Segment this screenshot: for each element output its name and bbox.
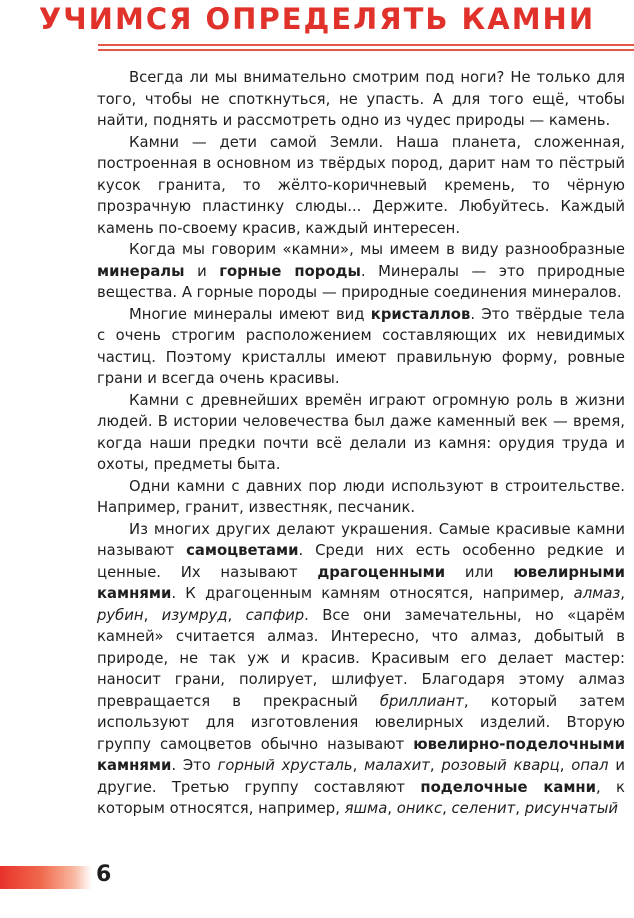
italic-term: яшма [344,800,388,817]
text-run: , который затем используют для изготовления ювелирных изделий. Вторую группу самоцветов обычно называют [97,692,625,753]
italic-term: бриллиант [379,692,464,710]
bold-term: самоцветами [186,542,299,559]
paragraph [97,304,625,390]
paragraph [97,476,625,519]
text-run: Когда мы говорим «камни», мы имеем в виду разнообразные [129,241,625,258]
italic-term: розовый кварц [441,757,560,774]
page-number: 6 [96,862,112,887]
paragraph [97,132,625,240]
text-run: и [184,262,220,280]
text-run: , [352,757,365,774]
text-run: , [429,757,442,774]
italic-term: горный хрусталь [217,757,353,774]
italic-term: малахит [364,757,430,774]
body-text [97,67,625,820]
text-run: . Среди них есть особенно редкие и ценные. Их называют [97,542,625,581]
text-run: , [143,606,162,624]
page-title: УЧИМСЯ ОПРЕДЕЛЯТЬ КАМНИ [38,2,596,36]
paragraph [97,239,625,304]
title-underline-bottom [98,49,634,51]
bold-term: кристаллов [370,305,471,323]
bold-term: ювелирно-поделочными камнями [97,735,625,774]
italic-term: оникс [396,800,443,817]
bold-term: поделочные камни [420,778,597,796]
page-number-bar [0,866,92,889]
italic-term: алмаз [573,585,621,602]
title-underline-top [98,44,634,46]
text-run: , [442,800,452,817]
bold-term: ювелирными камнями [97,563,625,602]
text-run: Многие минералы имеют вид [129,305,371,323]
text-run: , [227,606,246,624]
text-run: . К драгоценным камням относятся, например, [171,585,574,602]
paragraph [97,67,625,132]
bold-term: горные породы [219,262,361,280]
text-run: или [445,563,514,581]
paragraph [97,390,625,476]
text-run: Камни — дети самой Земли. Наша планета, сложенная, построенная в основном из твёрдых пород, дарит нам то пёстрый кусок гранита, то жёлто-коричневый кремень, то чёрную прозрачную пластинку слюды... Держите. Любуйтесь. Каждый камень по-своему красив, каждый интересен. [97,133,625,237]
text-run: Одни камни с давних пор люди используют в строительстве. Например, гранит, известняк, песчаник. [97,477,625,516]
text-run: , [620,585,625,602]
italic-term: селенит [451,800,516,817]
bold-term: минералы [97,262,185,280]
text-run: , к которым относятся, например, [97,778,625,817]
text-run: . Все они замечательны, но «царём камней» считается алмаз. Интересно, что алмаз, добытый в природе, не так уж и красив. Красивым его делает мастер: наносит грани, полирует, шлифует. Благодаря этому алмаз превращается в прекрасный [97,606,625,710]
text-run: . Минералы — это природные вещества. А горные породы — природные соединения минералов. [97,262,625,301]
italic-term: рисунчатый [524,800,618,817]
italic-term: рубин [97,606,144,624]
text-run: Всегда ли мы внимательно смотрим под ноги? Не только для того, чтобы не споткнуться, не упасть. А для того ещё, чтобы найти, поднять и рассмотреть одно из чудес природы — камень. [97,69,625,129]
paragraph [97,519,625,820]
text-run: Из многих других делают украшения. Самые красивые камни называют [97,520,625,559]
text-run: , [559,757,572,774]
text-run: . Это твёрдые тела с очень строгим расположением составляющих их невидимых частиц. Поэтому кристаллы имеют правильную форму, ровные грани и всегда очень красивы. [97,305,625,387]
bold-term: драгоценными [317,563,446,581]
text-run: Камни с древнейших времён играют огромную роль в жизни людей. В истории человечества был даже каменный век — время, когда наши предки почти всё делали из камня: орудия труда и охоты, предметы быта. [97,391,625,473]
text-run: и другие. Третью группу составляют [97,757,625,796]
text-run: , [515,800,525,817]
text-run: , [387,800,397,817]
italic-term: изумруд [161,606,228,624]
italic-term: сапфир [245,606,305,624]
text-run: . Это [171,757,218,774]
italic-term: опал [571,757,609,774]
